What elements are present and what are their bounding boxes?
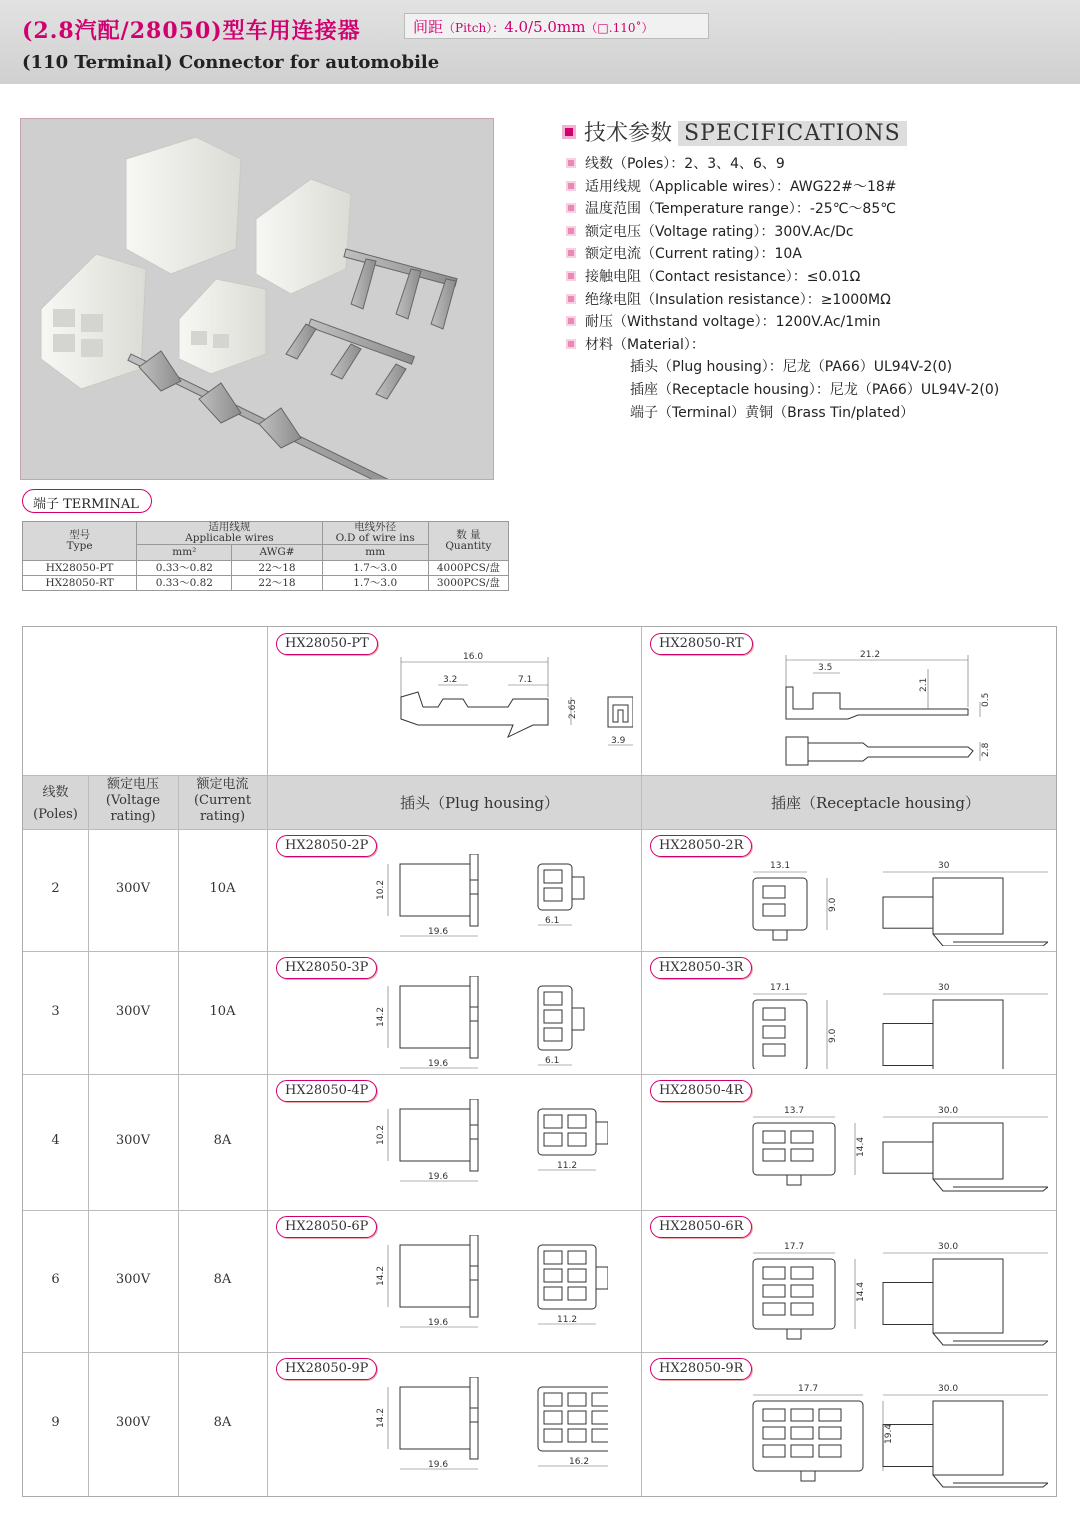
material-row: 端子（Terminal）黄铜（Brass Tin/plated） [630,404,915,421]
spec-text: 适用线规（Applicable wires）：AWG22#～18# [585,178,897,195]
svg-text:19.6: 19.6 [428,1460,449,1470]
svg-text:30: 30 [938,983,950,993]
plug-housing-drawing [368,854,608,946]
dim-rt-c: 0.5 [981,692,991,707]
svg-text:10.2: 10.2 [376,879,386,900]
th-qty-en: Quantity [445,540,492,552]
bullet-icon [566,181,576,191]
plug-housing-drawing [368,1099,608,1205]
svg-text:30.0: 30.0 [938,1242,959,1252]
svg-text:14.2: 14.2 [376,1265,386,1286]
th-wires-en: Applicable wires [185,532,274,544]
spec-row [566,221,999,244]
spec-text: 接触电阻（Contact resistance）：≤0.01Ω [585,268,861,285]
spec-row [566,289,999,312]
svg-text:19.6: 19.6 [428,1059,449,1069]
svg-text:14.2: 14.2 [376,1407,386,1428]
dim-pt-width: 3.9 [611,736,626,746]
bullet-icon [566,158,576,168]
cell-voltage: 300V [115,881,151,896]
tag-pt: HX28050-PT [276,633,378,655]
th-type-en: Type [66,540,93,552]
receptacle-housing-drawing [668,1377,1048,1491]
table-row [23,576,509,591]
spec-title-en: SPECIFICATIONS [678,121,907,146]
svg-text:16.2: 16.2 [569,1457,590,1467]
receptacle-model-tag: HX28050-4R [650,1080,752,1102]
spec-row [566,311,999,334]
dim-pt-b: 7.1 [518,675,533,685]
svg-text:19.4: 19.4 [884,1423,894,1444]
svg-text:11.2: 11.2 [557,1161,578,1171]
pitch-note: （□.110˚） [585,21,654,35]
receptacle-model-tag: HX28050-3R [650,957,752,979]
page-title-en: (110 Terminal) Connector for automobile [22,52,440,73]
pitch-value: 4.0/5.0mm [504,18,586,36]
bullet-icon [566,271,576,281]
svg-text:30.0: 30.0 [938,1384,959,1394]
th-od-cn: 电线外径 [354,521,397,533]
pt-terminal-drawing [383,647,633,757]
pitch-label: 间距 [413,18,444,36]
col-header-voltage: 额定电压 (Voltage rating) [105,777,161,824]
cell-voltage: 300V [115,1415,151,1430]
svg-text:17.1: 17.1 [770,983,791,993]
cell-awg: 22～18 [232,576,322,591]
svg-text:11.2: 11.2 [557,1315,578,1325]
receptacle-housing-drawing [668,1235,1048,1347]
pitch-box [404,13,709,39]
plug-housing-drawing [368,976,608,1069]
dim-rt-d: 2.8 [981,742,991,757]
plug-model-tag: HX28050-4P [276,1080,377,1102]
svg-text:9.0: 9.0 [828,1028,838,1043]
spec-text: 耐压（Withstand voltage）：1200V.Ac/1min [585,314,881,331]
svg-text:13.7: 13.7 [784,1106,805,1116]
svg-text:19.6: 19.6 [428,1172,449,1182]
th-wires-cn: 适用线规 [208,521,251,533]
dim-pt-a: 3.2 [443,675,458,685]
svg-text:10.2: 10.2 [376,1124,386,1145]
plug-model-tag: HX28050-6P [276,1216,377,1238]
receptacle-model-tag: HX28050-6R [650,1216,752,1238]
cell-poles: 2 [51,881,60,896]
spec-text: 线数（Poles）：2、3、4、6、9 [585,156,785,172]
spec-text: 材料（Material）： [585,336,705,353]
svg-text:14.2: 14.2 [376,1006,386,1027]
dim-rt-length: 21.2 [860,650,881,660]
cell-current: 8A [213,1133,232,1148]
plug-model-tag: HX28050-3P [276,957,377,979]
receptacle-model-tag: HX28050-2R [650,835,752,857]
bullet-icon [566,248,576,258]
th-type-cn: 型号 [69,529,91,541]
th-mm2: mm² [137,545,232,561]
th-qty-cn: 数 量 [456,529,481,541]
cell-type: HX28050-RT [23,576,137,591]
bullet-icon [566,339,576,349]
receptacle-housing-drawing [668,1099,1048,1205]
connector-photo-illustration [21,119,494,480]
product-photo [20,118,494,480]
material-row: 插座（Receptacle housing）：尼龙（PA66）UL94V-2(0) [630,381,1000,398]
spec-title-cn: 技术参数 [584,121,673,146]
svg-text:17.7: 17.7 [798,1384,819,1394]
receptacle-housing-drawing [668,854,1048,946]
plug-model-tag: HX28050-9P [276,1358,377,1380]
cell-qty: 3000PCS/盘 [428,576,508,591]
svg-text:30.0: 30.0 [938,1106,959,1116]
svg-text:13.1: 13.1 [770,861,791,871]
dim-pt-height: 2.65 [568,698,578,719]
spec-text: 额定电流（Current rating）：10A [585,246,802,263]
cell-awg: 22～18 [232,561,322,576]
spec-row [566,266,999,289]
plug-housing-drawing [368,1377,608,1491]
cell-mm2: 0.33～0.82 [137,561,232,576]
table-row [23,561,509,576]
tag-rt: HX28050-RT [650,633,753,655]
col-header-plug: 插头（Plug housing） [400,794,560,812]
spec-row [566,176,999,199]
terminal-table [22,521,509,591]
svg-text:6.1: 6.1 [545,1056,560,1066]
dim-rt-a: 3.5 [818,663,833,673]
connector-drawing-table [22,626,1057,1497]
spec-text: 额定电压（Voltage rating）：300V.Ac/Dc [585,223,854,240]
svg-text:9.0: 9.0 [828,897,838,912]
svg-text:17.7: 17.7 [784,1242,805,1252]
cell-voltage: 300V [115,1003,151,1019]
svg-text:14.4: 14.4 [856,1281,866,1302]
bullet-icon [566,316,576,326]
cell-current: 8A [213,1272,232,1287]
dim-pt-length: 16.0 [463,652,484,662]
th-awg: AWG# [232,545,322,561]
cell-od: 1.7～3.0 [322,561,428,576]
spec-row [566,334,999,357]
bullet-icon [566,203,576,213]
spec-row [566,198,999,221]
svg-text:19.6: 19.6 [428,927,449,937]
col-header-receptacle: 插座（Receptacle housing） [771,794,980,812]
svg-text:6.1: 6.1 [545,916,560,926]
specifications-list [566,153,999,424]
svg-text:30: 30 [938,861,950,871]
dim-rt-b: 2.1 [919,677,929,692]
col-header-poles: 线数 (Poles) [33,785,78,822]
pitch-en: （Pitch）： [443,21,505,35]
spec-row [566,153,999,176]
th-od-en: O.D of wire ins [335,532,415,544]
spec-row [566,243,999,266]
specifications-title [562,116,907,147]
bullet-icon [562,125,576,139]
cell-qty: 4000PCS/盘 [428,561,508,576]
rt-terminal-drawing [768,647,1048,772]
cell-poles: 4 [51,1133,60,1148]
cell-voltage: 300V [115,1133,151,1148]
cell-mm2: 0.33～0.82 [137,576,232,591]
cell-poles: 6 [51,1272,60,1287]
col-header-current: 额定电流 (Current rating) [193,777,252,824]
cell-voltage: 300V [115,1272,151,1287]
cell-poles: 3 [51,1003,60,1019]
cell-current: 10A [209,1003,236,1019]
bullet-icon [566,294,576,304]
svg-text:14.4: 14.4 [856,1136,866,1157]
spec-text: 绝缘电阻（Insulation resistance）：≥1000MΩ [585,291,891,308]
cell-od: 1.7～3.0 [322,576,428,591]
cell-type: HX28050-PT [23,561,137,576]
spec-text: 温度范围（Temperature range）：-25℃～85℃ [585,201,896,218]
receptacle-housing-drawing [668,976,1048,1069]
th-od-unit: mm [322,545,428,561]
receptacle-model-tag: HX28050-9R [650,1358,752,1380]
bullet-icon [566,226,576,236]
svg-text:19.6: 19.6 [428,1318,449,1328]
cell-current: 8A [213,1415,232,1430]
terminal-label: 端子 TERMINAL [22,489,152,513]
material-row: 插头（Plug housing）：尼龙（PA66）UL94V-2(0) [630,359,953,376]
plug-housing-drawing [368,1235,608,1347]
plug-model-tag: HX28050-2P [276,835,377,857]
cell-poles: 9 [51,1415,60,1430]
page-title-cn: (2.8汽配/28050)型车用连接器 [22,18,361,44]
cell-current: 10A [209,881,236,896]
